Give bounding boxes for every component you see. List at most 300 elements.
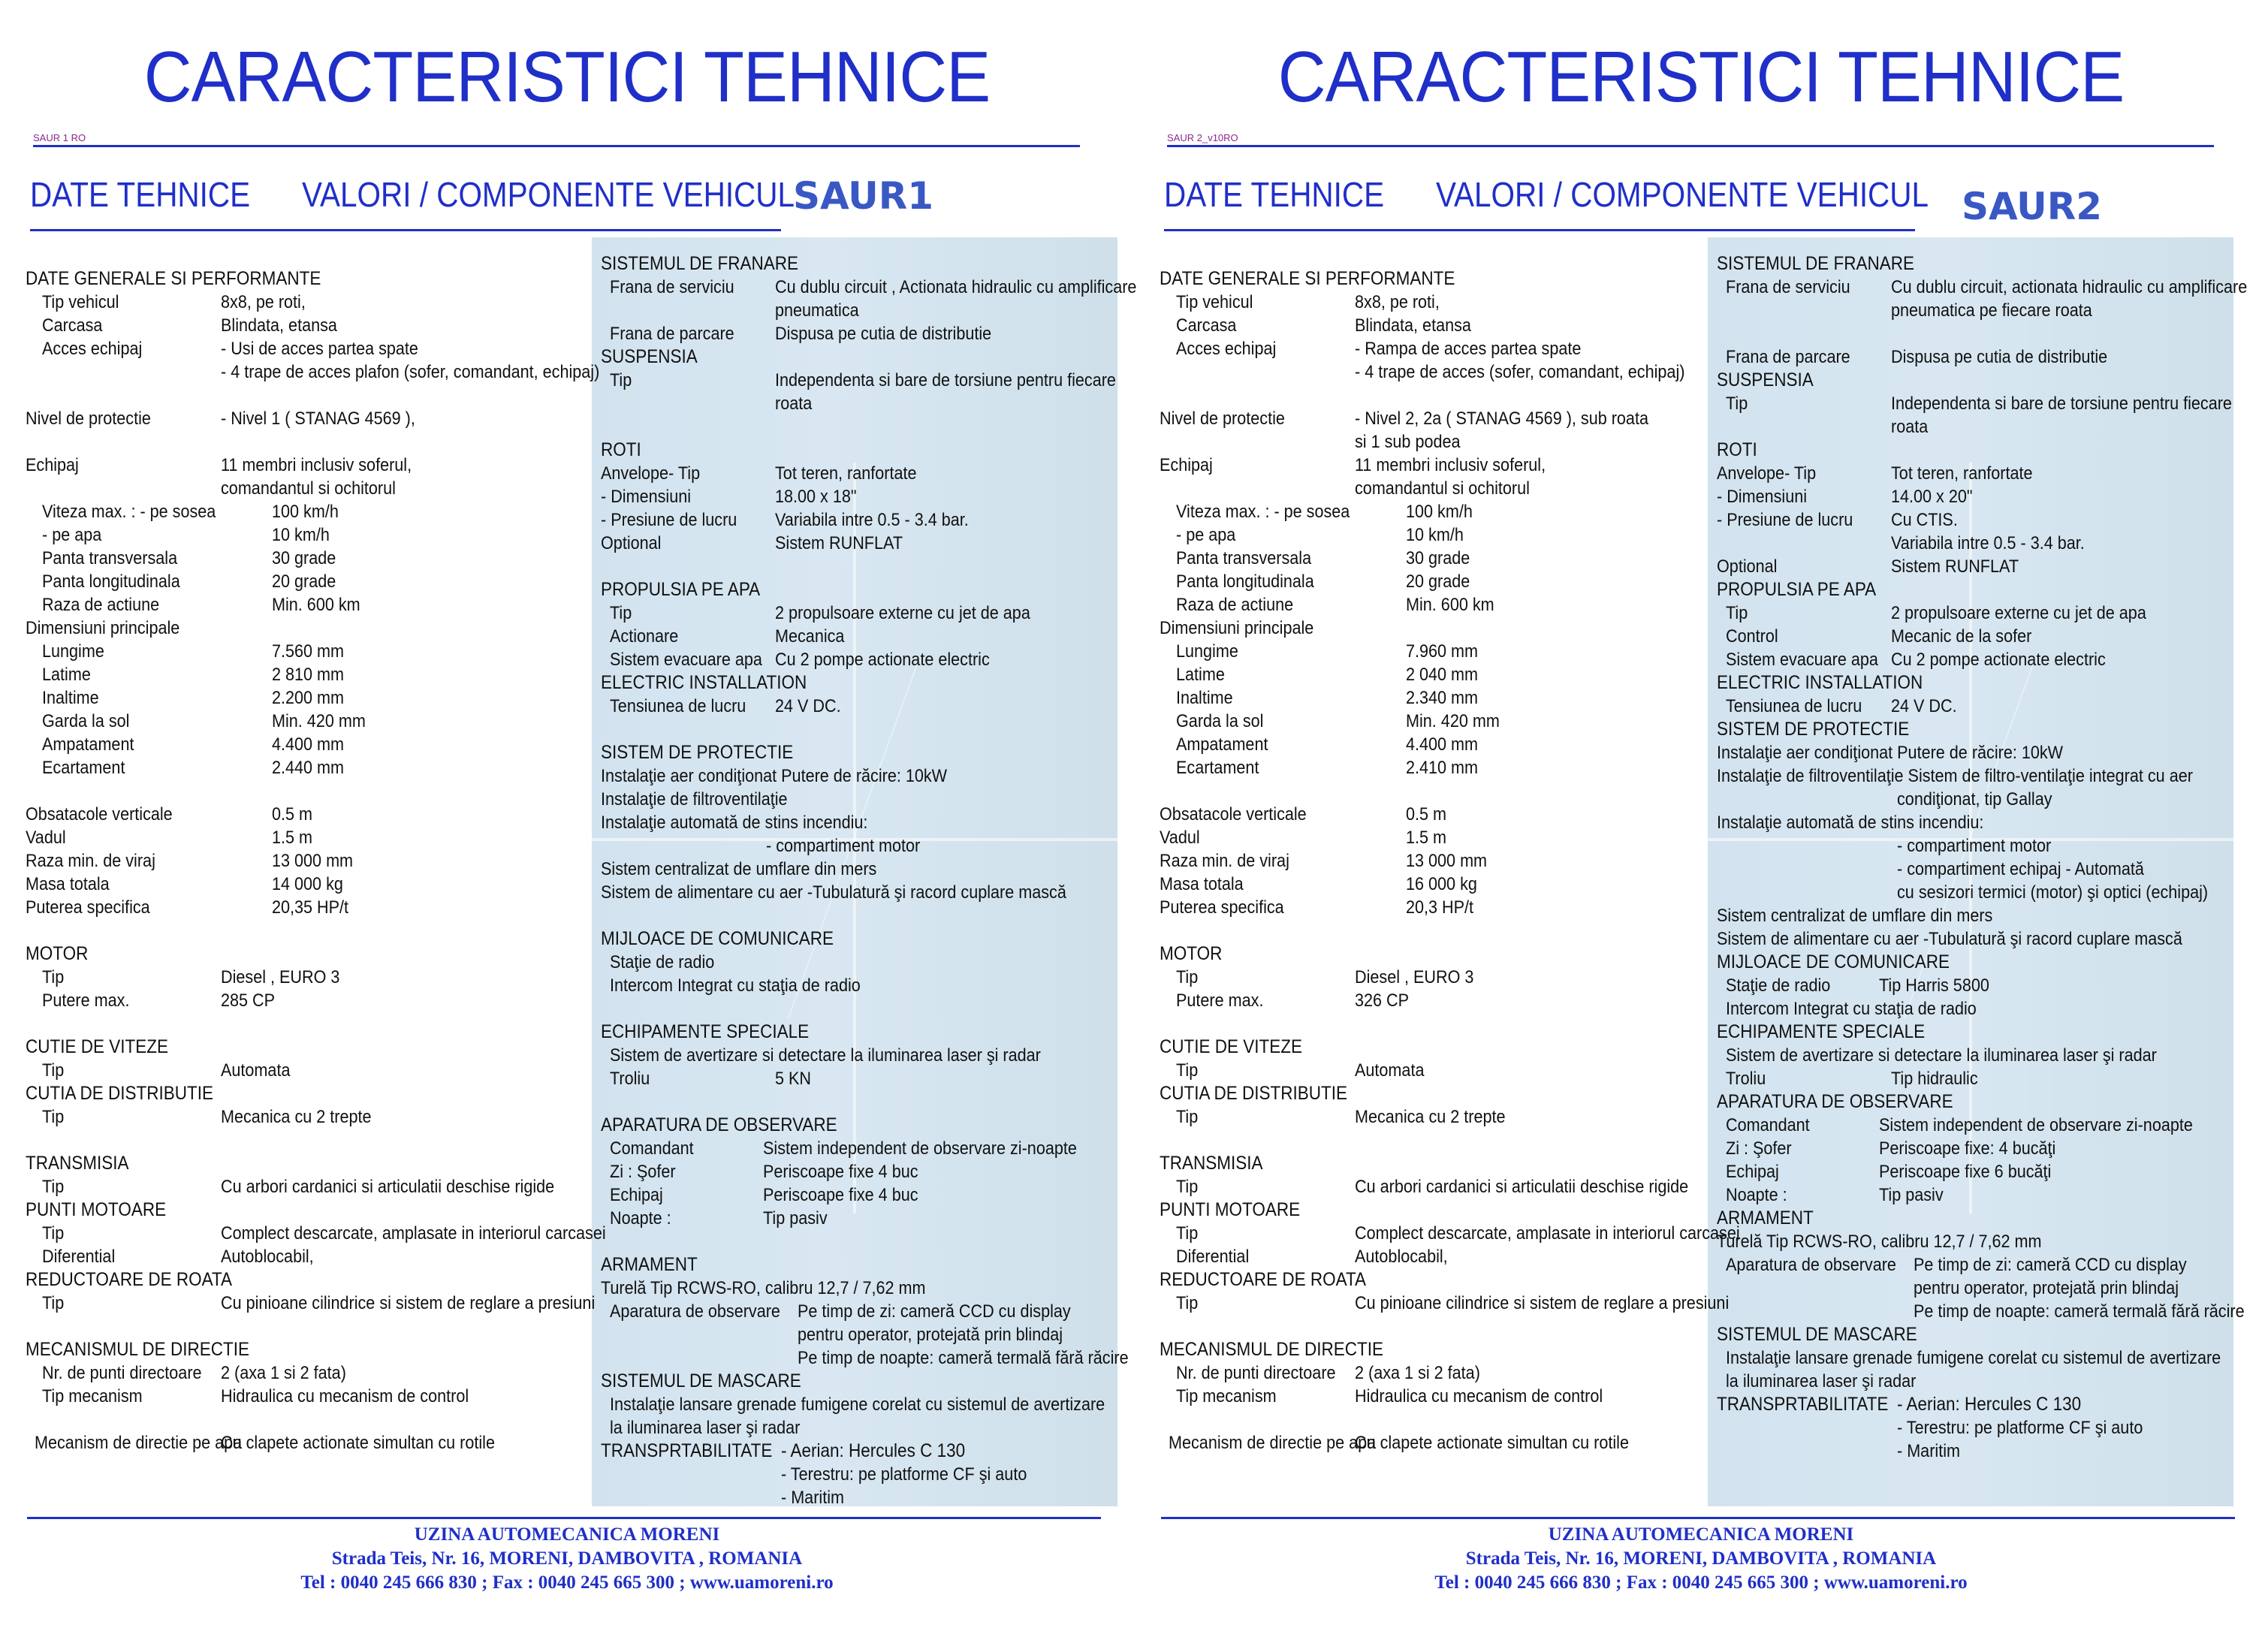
spec-label: Comandant [1726, 1115, 1810, 1135]
spec-row [1160, 1385, 1730, 1408]
spec-value: Cu clapete actionate simultan cu rotile [1355, 1433, 1630, 1453]
spec-row [26, 1059, 596, 1082]
page-title: CARACTERISTICI TEHNICE [143, 37, 991, 117]
spec-value: Tip Harris 5800 [1879, 975, 1989, 996]
section-heading [26, 1152, 596, 1175]
footer-address: Strada Teis, Nr. 16, MORENI, DAMBOVITA , ROMANIA [331, 1548, 803, 1569]
spec-row [1160, 826, 1730, 849]
spec-value: - 4 trape de acces plafon (sofer, comandant, echipaj) [221, 362, 600, 382]
spec-value: Variabila intre 0.5 - 3.4 bar. [1891, 533, 2085, 553]
spec-label: Lungime [1176, 641, 1238, 662]
spec-label: Zi : Şofer [1726, 1138, 1792, 1159]
spec-value: 2 (axa 1 si 2 fata) [1355, 1363, 1480, 1383]
spec-value: Cu CTIS. [1891, 510, 1958, 530]
spec-value: Variabila intre 0.5 - 3.4 bar. [775, 510, 969, 530]
spec-row [26, 430, 596, 454]
spec-label: Actionare [610, 626, 679, 647]
spec-label: Frana de parcare [610, 324, 734, 344]
spec-row [1717, 904, 2257, 927]
section-title: SISTEMUL DE FRANARE [601, 253, 798, 274]
spec-value: 10 km/h [272, 525, 330, 545]
spec-row [1160, 896, 1730, 919]
spec-row [601, 1300, 1119, 1323]
spec-label: Tip [42, 967, 65, 987]
spec-row [26, 337, 596, 360]
spec-row [1717, 764, 2257, 788]
spec-label: Acces echipaj [42, 339, 143, 359]
spec-label: Instalaţie lansare grenade fumigene corelat cu sistemul de avertizare [610, 1394, 1105, 1415]
section-heading [601, 1370, 1119, 1393]
section-heading [601, 1440, 1119, 1463]
spec-value: pentru operator, protejată prin blindaj [798, 1325, 1063, 1345]
spec-label: Sistem de avertizare si detectare la iluminarea laser şi radar [1726, 1045, 2157, 1066]
spec-label: Tip [42, 1223, 65, 1244]
section-title: TRANSPRTABILITATE [1717, 1394, 1889, 1415]
spec-row [1717, 1416, 2257, 1440]
spec-row [1717, 997, 2257, 1021]
spec-row [1717, 1346, 2257, 1370]
page-title: CARACTERISTICI TEHNICE [1277, 37, 2125, 117]
spec-value: Periscoape fixe 6 bucăţi [1879, 1162, 2052, 1182]
spec-value: Automata [1355, 1060, 1425, 1081]
spec-label: Noapte : [610, 1208, 671, 1229]
spec-label: Tip [42, 1177, 65, 1197]
spec-row [26, 360, 600, 384]
spec-row [26, 547, 596, 570]
spec-value: Cu dublu circuit , Actionata hidraulic cu amplificare [775, 277, 1137, 297]
spec-row [1160, 1408, 1730, 1431]
spec-value: - compartiment motor [1897, 836, 2052, 856]
spec-row [1717, 1300, 2257, 1323]
section-heading [26, 1268, 596, 1292]
spec-row [601, 1463, 1119, 1486]
header-valori: VALORI / COMPONENTE VEHICUL [302, 175, 795, 214]
spec-label: Puterea specifica [1160, 897, 1284, 918]
spec-value: 0.5 m [272, 804, 313, 825]
spec-label: Sistem de alimentare cu aer -Tubulatură şi racord cuplare mască [601, 882, 1066, 903]
spec-value: Cu dublu circuit, actionata hidraulic cu amplificare [1891, 277, 2248, 297]
spec-label: Tip vehicul [1176, 292, 1253, 312]
spec-value: - Aerian: Hercules C 130 [1897, 1394, 2082, 1415]
spec-row [26, 989, 596, 1012]
spec-row [1160, 500, 1730, 523]
spec-label: Panta transversala [42, 548, 178, 568]
spec-value: 20,35 HP/t [272, 897, 349, 918]
section-heading [26, 1036, 596, 1059]
spec-row [1160, 849, 1730, 873]
spec-label: Putere max. [1176, 990, 1264, 1011]
footer-company: UZINA AUTOMECANICA MORENI [414, 1524, 720, 1545]
section-title: PROPULSIA PE APA [601, 579, 761, 600]
model-name: SAUR2 [1962, 185, 2103, 228]
spec-value: 2.440 mm [272, 758, 345, 778]
spec-row [1717, 1183, 2257, 1207]
spec-row [1717, 834, 2257, 858]
spec-label: - Dimensiuni [601, 487, 692, 507]
spec-value: pneumatica pe fiecare roata [1891, 300, 2092, 321]
spec-label: Echipaj [1160, 455, 1213, 475]
spec-value: Cu clapete actionate simultan cu rotile [221, 1433, 496, 1453]
section-title: ECHIPAMENTE SPECIALE [601, 1021, 810, 1042]
spec-value: Pe timp de zi: cameră CCD cu display [798, 1301, 1071, 1322]
spec-label: Sistem centralizat de umflare din mers [1717, 906, 1993, 926]
spec-value: - Terestru: pe platforme CF şi auto [781, 1464, 1027, 1485]
spec-value: Tip pasiv [763, 1208, 828, 1229]
spec-label: Instalaţie automată de stins incendiu: [601, 812, 868, 833]
spec-row [1160, 1222, 1740, 1245]
spec-row [1717, 555, 2257, 578]
section-title: CUTIE DE VITEZE [26, 1036, 169, 1057]
spec-value: pneumatica [775, 300, 859, 321]
spec-row [26, 779, 596, 803]
spec-row [601, 834, 1119, 858]
spec-row [601, 1207, 1119, 1230]
spec-row [1717, 508, 2257, 532]
spec-row [1717, 1067, 2257, 1090]
section-title: SUSPENSIA [1717, 369, 1814, 390]
section-title: SISTEM DE PROTECTIE [601, 742, 794, 763]
spec-row [1160, 1245, 1730, 1268]
spec-value: 2 propulsoare externe cu jet de apa [775, 603, 1030, 623]
specs-right-column [1717, 252, 2257, 1463]
spec-value: Cu 2 pompe actionate electric [775, 650, 990, 670]
section-heading [1717, 718, 2257, 741]
section-heading [601, 578, 1119, 601]
spec-label: Instalaţie automată de stins incendiu: [1717, 812, 1984, 833]
section-title: ROTI [601, 439, 641, 460]
spec-label: Instalaţie aer condiţionat Putere de răcire: 10kW [1717, 743, 2064, 763]
spec-label: Garda la sol [1176, 711, 1264, 731]
section-title: CUTIA DE DISTRIBUTIE [1160, 1083, 1348, 1104]
spec-row [1160, 1105, 1730, 1129]
spec-value: roata [775, 393, 813, 414]
spec-value: 14 000 kg [272, 874, 343, 894]
spec-label: Obsatacole verticale [26, 804, 173, 825]
spec-row [601, 1090, 1119, 1114]
spec-row [601, 1230, 1119, 1253]
spec-value: Mecanica cu 2 trepte [221, 1107, 372, 1127]
spec-row [1160, 523, 1730, 547]
spec-label: Latime [42, 665, 91, 685]
spec-row [601, 1044, 1119, 1067]
spec-label: Latime [1176, 665, 1225, 685]
spec-value: pentru operator, protejată prin blindaj [1914, 1278, 2179, 1298]
section-heading [1717, 671, 2257, 695]
spec-value: Autoblocabil, [1355, 1247, 1448, 1267]
spec-row [1160, 1315, 1730, 1338]
spec-label: la iluminarea laser şi radar [610, 1418, 801, 1438]
spec-label: Inaltime [42, 688, 99, 708]
spec-row [1160, 733, 1730, 756]
spec-row [26, 570, 596, 593]
spec-row [1717, 392, 2257, 415]
spec-value: 8x8, pe roti, [221, 292, 306, 312]
spec-row [26, 593, 596, 617]
spec-label: Troliu [1726, 1069, 1766, 1089]
spec-row [1160, 384, 1730, 407]
spec-row [1717, 858, 2257, 881]
title-underline [33, 145, 1080, 147]
spec-value: Independenta si bare de torsiune pentru fiecare [1891, 393, 2232, 414]
spec-label: Tip [1176, 1060, 1199, 1081]
spec-value: 16 000 kg [1406, 874, 1477, 894]
spec-row [1717, 1044, 2257, 1067]
spec-value: 2.200 mm [272, 688, 345, 708]
section-heading [1160, 1152, 1730, 1175]
section-heading [1717, 252, 2257, 276]
spec-label: Tip [1176, 1107, 1199, 1127]
section-heading [26, 942, 596, 966]
spec-value: - 4 trape de acces (sofer, comandant, echipaj) [1355, 362, 1685, 382]
spec-row [601, 485, 1119, 508]
spec-row [1160, 1129, 1730, 1152]
spec-label: Viteza max. : - pe sosea [42, 502, 216, 522]
spec-row [1160, 407, 1730, 430]
section-title: MIJLOACE DE COMUNICARE [601, 928, 834, 949]
spec-label: Garda la sol [42, 711, 130, 731]
spec-label: Sistem evacuare apa [1726, 650, 1878, 670]
spec-row [1160, 1059, 1730, 1082]
section-title: MECANISMUL DE DIRECTIE [26, 1339, 249, 1360]
spec-row [26, 1361, 596, 1385]
spec-label: Ampatament [42, 734, 134, 755]
spec-row [1160, 710, 1730, 733]
spec-label: Dimensiuni principale [1160, 618, 1314, 638]
spec-value: roata [1891, 417, 1929, 437]
spec-row [26, 407, 596, 430]
spec-label: Instalaţie de filtroventilaţie Sistem de filtro-ventilaţie integrat cu aer [1717, 766, 2193, 786]
spec-value: 5 KN [775, 1069, 812, 1089]
spec-label: Nr. de punti directoare [42, 1363, 202, 1383]
header-underline [1164, 229, 1915, 231]
spec-row [601, 625, 1119, 648]
section-heading [601, 1253, 1119, 1277]
spec-value: Cu pinioane cilindrice si sistem de reglare a presiuni [1355, 1293, 1730, 1313]
spec-row [1717, 276, 2257, 299]
spec-row [1717, 974, 2257, 997]
spec-value: 7.960 mm [1406, 641, 1479, 662]
spec-row [26, 1175, 596, 1198]
spec-value: 2.340 mm [1406, 688, 1479, 708]
section-title: ELECTRIC INSTALLATION [601, 672, 807, 693]
spec-value: Mecanica cu 2 trepte [1355, 1107, 1506, 1127]
spec-row [26, 733, 596, 756]
spec-label: Nivel de protectie [26, 409, 151, 429]
spec-value: Complect descarcate, amplasate in interiorul carcasei [1355, 1223, 1740, 1244]
spec-label: Tip [1176, 1177, 1199, 1197]
section-heading [1717, 1021, 2257, 1044]
spec-value: 326 CP [1355, 990, 1410, 1011]
footer-contact: Tel : 0040 245 666 830 ; Fax : 0040 245 665 300 ; www.uamoreni.ro [300, 1572, 834, 1593]
spec-value: Periscoape fixe 4 buc [763, 1162, 918, 1182]
section-heading [1717, 951, 2257, 974]
spec-label: Instalaţie lansare grenade fumigene corelat cu sistemul de avertizare [1726, 1348, 2221, 1368]
section-heading [1717, 1323, 2257, 1346]
spec-row [1717, 485, 2257, 508]
section-heading [601, 439, 1119, 462]
spec-value: 2 810 mm [272, 665, 345, 685]
spec-value: Tip hidraulic [1891, 1069, 1978, 1089]
spec-label: Carcasa [1176, 315, 1237, 336]
spec-label: - Presiune de lucru [1717, 510, 1853, 530]
spec-row [1717, 881, 2257, 904]
spec-label: Nr. de punti directoare [1176, 1363, 1336, 1383]
spec-label: Sistem de alimentare cu aer -Tubulatură şi racord cuplare mască [1717, 929, 2182, 949]
spec-row [601, 462, 1119, 485]
section-heading [601, 671, 1119, 695]
spec-row [1717, 345, 2257, 369]
spec-value: 1.5 m [272, 828, 313, 848]
spec-row [1717, 811, 2257, 834]
spec-row [1160, 430, 1730, 454]
section-heading [1717, 1090, 2257, 1114]
spec-label: Viteza max. : - pe sosea [1176, 502, 1350, 522]
specs-right-column [601, 252, 1137, 1509]
section-title: ARMAMENT [601, 1254, 698, 1275]
spec-value: - Nivel 2, 2a ( STANAG 4569 ), sub roata [1355, 409, 1648, 429]
spec-row [26, 919, 596, 942]
spec-row [1717, 695, 2257, 718]
document-code: SAUR 1 RO [33, 132, 86, 143]
spec-value: Tip pasiv [1879, 1185, 1944, 1205]
document-code: SAUR 2_v10RO [1167, 132, 1238, 143]
spec-row [26, 1245, 596, 1268]
spec-row [26, 873, 596, 896]
spec-row [26, 1105, 596, 1129]
spec-value: Dispusa pe cutia de distributie [1891, 347, 2108, 367]
spec-row [26, 1012, 596, 1036]
spec-row [1717, 462, 2257, 485]
spec-label: Tip [1176, 1223, 1199, 1244]
spec-value: 2 propulsoare externe cu jet de apa [1891, 603, 2146, 623]
spec-row [26, 477, 596, 500]
spec-value: Cu arbori cardanici si articulatii deschise rigide [221, 1177, 555, 1197]
spec-row [26, 1408, 596, 1431]
spec-label: Tip [610, 370, 632, 390]
spec-label: Tip [1176, 1293, 1199, 1313]
section-heading [601, 1021, 1119, 1044]
spec-row [1717, 625, 2257, 648]
spec-row [601, 648, 1119, 671]
spec-value: Diesel , EURO 3 [1355, 967, 1474, 987]
section-title: SISTEMUL DE MASCARE [601, 1370, 801, 1391]
spec-row [26, 1222, 606, 1245]
spec-label: Intercom Integrat cu staţia de radio [610, 975, 861, 996]
spec-row [601, 532, 1119, 555]
section-title: ECHIPAMENTE SPECIALE [1717, 1021, 1926, 1042]
spec-row [601, 1160, 1119, 1183]
section-heading [1717, 1393, 2257, 1416]
spec-value: Sistem independent de observare zi-noapte [1879, 1115, 2193, 1135]
spec-row [601, 764, 1119, 788]
spec-row [601, 881, 1119, 904]
footer-address: Strada Teis, Nr. 16, MORENI, DAMBOVITA , ROMANIA [1465, 1548, 1937, 1569]
section-heading [601, 252, 1119, 276]
section-title: SUSPENSIA [601, 346, 698, 367]
spec-row [26, 454, 596, 477]
spec-label: Mecanism de directie pe apa [35, 1433, 243, 1453]
spec-label: Noapte : [1726, 1185, 1787, 1205]
spec-value: 30 grade [1406, 548, 1470, 568]
spec-row [601, 1393, 1119, 1416]
spec-label: la iluminarea laser şi radar [1726, 1371, 1917, 1391]
section-heading [26, 1338, 596, 1361]
spec-value: 10 km/h [1406, 525, 1464, 545]
spec-row [601, 951, 1119, 974]
spec-row [1160, 570, 1730, 593]
section-title: REDUCTOARE DE ROATA [26, 1269, 233, 1290]
spec-row [601, 1067, 1119, 1090]
spec-label: Panta longitudinala [1176, 571, 1314, 592]
section-title: MECANISMUL DE DIRECTIE [1160, 1339, 1383, 1360]
spec-label: Diferential [1176, 1247, 1250, 1267]
spec-row [1717, 1114, 2257, 1137]
spec-label: Panta longitudinala [42, 571, 180, 592]
spec-value: Sistem independent de observare zi-noapte [763, 1138, 1077, 1159]
section-title: APARATURA DE OBSERVARE [601, 1114, 837, 1135]
spec-label: Optional [601, 533, 662, 553]
spec-row [26, 826, 596, 849]
section-title: CUTIE DE VITEZE [1160, 1036, 1303, 1057]
spec-row [1717, 532, 2257, 555]
spec-row [1717, 1277, 2257, 1300]
spec-row [1160, 756, 1730, 779]
spec-row [1717, 601, 2257, 625]
spec-row [26, 617, 596, 640]
spec-value: 100 km/h [1406, 502, 1473, 522]
spec-row [1160, 314, 1730, 337]
spec-row [26, 849, 596, 873]
section-heading [601, 345, 1119, 369]
spec-value: Sistem RUNFLAT [775, 533, 903, 553]
spec-value: Autoblocabil, [221, 1247, 314, 1267]
spec-value: Mecanic de la sofer [1891, 626, 2032, 647]
spec-value: Cu 2 pompe actionate electric [1891, 650, 2106, 670]
section-heading [1160, 1082, 1730, 1105]
spec-label: Vadul [26, 828, 66, 848]
spec-row [1160, 989, 1730, 1012]
spec-value: - Aerian: Hercules C 130 [781, 1440, 966, 1461]
spec-label: Mecanism de directie pe apa [1169, 1433, 1377, 1453]
spec-row [601, 555, 1119, 578]
title-underline [1167, 145, 2214, 147]
spec-label: Putere max. [42, 990, 130, 1011]
spec-value: Blindata, etansa [1355, 315, 1471, 336]
spec-label: Tip [42, 1107, 65, 1127]
spec-label: Acces echipaj [1176, 339, 1277, 359]
spec-row [26, 291, 596, 314]
spec-row [26, 803, 596, 826]
spec-value: 2.410 mm [1406, 758, 1479, 778]
header-underline [30, 229, 781, 231]
spec-label: Tip mecanism [1176, 1386, 1277, 1406]
spec-row [1717, 1137, 2257, 1160]
spec-label: Tip [610, 603, 632, 623]
spec-row [26, 640, 596, 663]
spec-row [1160, 454, 1730, 477]
spec-row [26, 896, 596, 919]
spec-label: Aparatura de observare [1726, 1255, 1896, 1275]
spec-value: - Terestru: pe platforme CF şi auto [1897, 1418, 2143, 1438]
section-title: DATE GENERALE SI PERFORMANTE [1160, 268, 1455, 289]
spec-row [1160, 803, 1730, 826]
spec-label: Masa totala [26, 874, 110, 894]
section-heading [1160, 267, 1730, 291]
spec-row [1160, 547, 1730, 570]
spec-value: 7.560 mm [272, 641, 345, 662]
section-title: DATE GENERALE SI PERFORMANTE [26, 268, 321, 289]
spec-value: Min. 420 mm [272, 711, 366, 731]
